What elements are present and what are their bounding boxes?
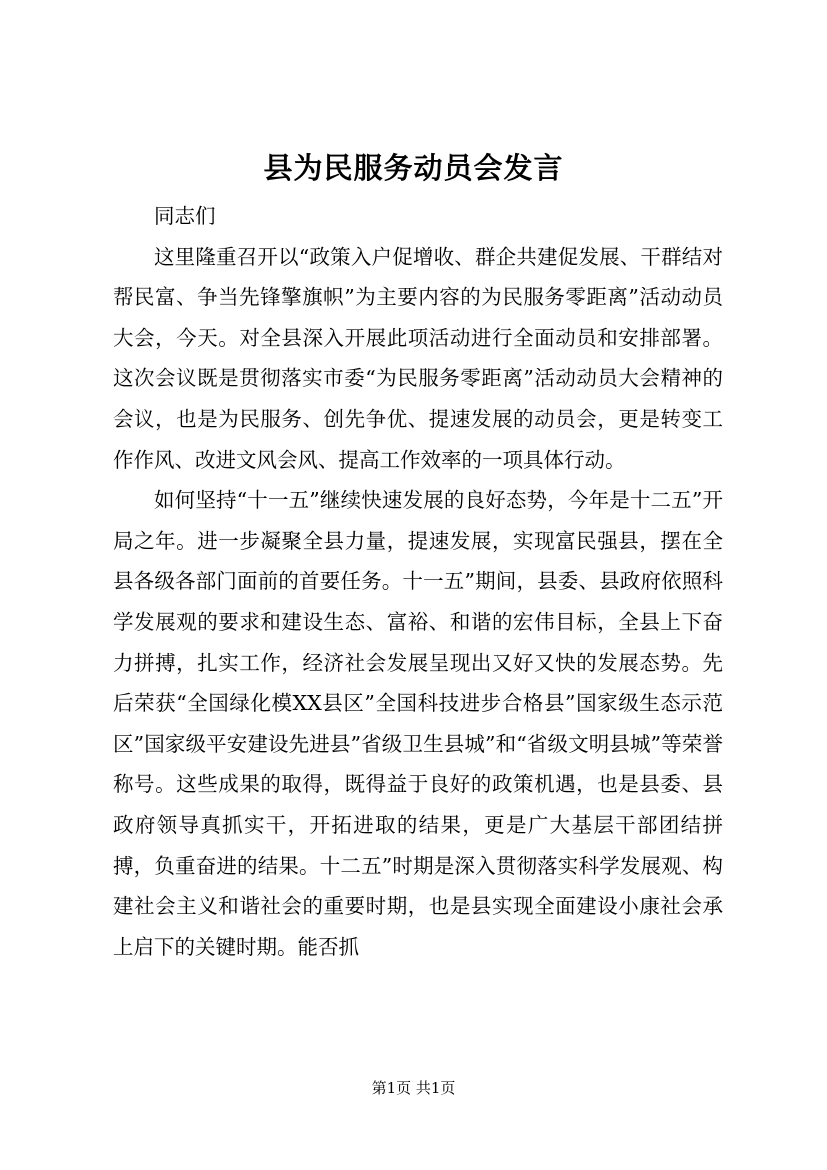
salutation: 同志们 — [154, 204, 216, 228]
document-body — [113, 196, 723, 967]
paragraph-1: 这里隆重召开以“政策入户促增收、群企共建促发展、干群结对帮民富、争当先锋擎旗帜”为主要内容的为民服务零距离”活动动员大会，今天。对全县深入开展此项活动进行全面动员和安排部署。这次会议既是贯彻落实市委“为民服务零距离”活动动员大会精神的会议，也是为民服务、创先争优、提速发展的动员会，更是转变工作作风、改进文风会风、提高工作效率的一项具体行动。 — [113, 244, 723, 472]
page-footer: 第1页 共1页 — [371, 1079, 456, 1097]
document-title: 县为民服务动员会发言 — [263, 151, 564, 185]
paragraph-2: 如何坚持“十一五”继续快速发展的良好态势，今年是十二五”开局之年。进一步凝聚全县力量，提速发展，实现富民强县，摆在全县各级各部门面前的首要任务。十一五”期间，县委、县政府依照科学发展观的要求和建设生态、富裕、和谐的宏伟目标，全县上下奋力拼搏，扎实工作，经济社会发展呈现出又好又快的发展态势。先后荣获“全国绿化模XX县区”全国科技进步合格县”国家级生态示范区”国家级平安建设先进县”省级卫生县城”和“省级文明县城”等荣誉称号。这些成果的取得，既得益于良好的政策机遇，也是县委、县政府领导真抓实干，开拓进取的结果，更是广大基层干部团结拼搏，负重奋进的结果。十二五”时期是深入贯彻落实科学发展观、构建社会主义和谐社会的重要时期，也是县实现全面建设小康社会承上启下的关键时期。能否抓 — [113, 488, 723, 959]
